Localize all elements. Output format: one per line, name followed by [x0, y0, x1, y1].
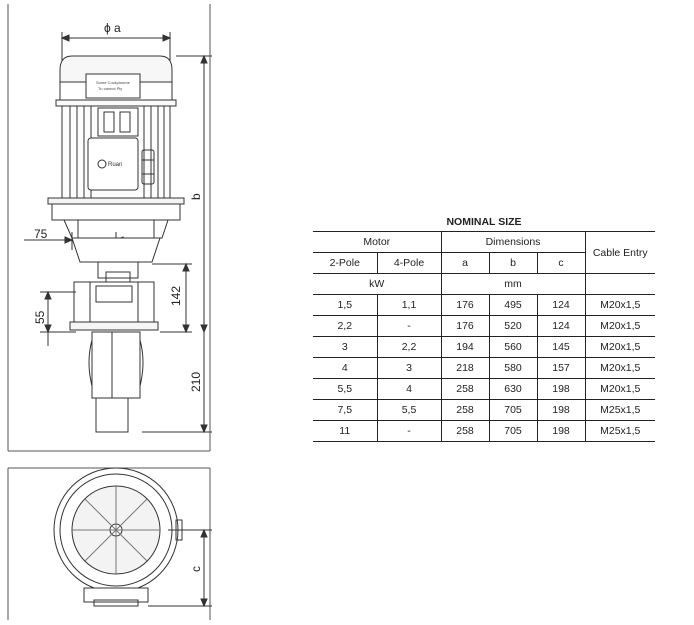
motor-bottom-view — [54, 468, 182, 606]
cell-cable-entry: M25x1,5 — [585, 421, 655, 442]
unit-mm: mm — [441, 274, 585, 295]
table-row — [313, 421, 655, 442]
cell-b: 630 — [489, 379, 537, 400]
cell-a: 258 — [441, 400, 489, 421]
table-row — [313, 295, 655, 316]
cell-b: 705 — [489, 400, 537, 421]
cell-cable-entry: M25x1,5 — [585, 400, 655, 421]
nameplate-line-1: Some Cockpionme — [96, 80, 130, 85]
cell-b: 580 — [489, 358, 537, 379]
cell-cable-entry: M20x1,5 — [585, 358, 655, 379]
cell-2-pole: 7,5 — [313, 400, 377, 421]
unit-empty — [585, 274, 655, 295]
cell-cable-entry: M20x1,5 — [585, 316, 655, 337]
cell-a: 176 — [441, 316, 489, 337]
cell-c: 124 — [537, 295, 585, 316]
header-dimensions: Dimensions — [441, 232, 585, 253]
table-row — [313, 337, 655, 358]
cell-4-pole: 3 — [377, 358, 441, 379]
cell-2-pole: 11 — [313, 421, 377, 442]
cell-a: 258 — [441, 421, 489, 442]
header-2-pole: 2-Pole — [313, 253, 377, 274]
cell-c: 157 — [537, 358, 585, 379]
table-row — [313, 358, 655, 379]
cell-c: 198 — [537, 379, 585, 400]
cell-b: 560 — [489, 337, 537, 358]
pump-lower-body — [89, 332, 143, 432]
brand-label: Ruan — [108, 162, 123, 168]
cell-c: 198 — [537, 400, 585, 421]
cell-cable-entry: M20x1,5 — [585, 295, 655, 316]
header-cable-entry: Cable Entry — [585, 232, 655, 274]
dim-55-label: 55 — [33, 310, 47, 324]
dim-a-label: ϕ a — [104, 21, 121, 35]
cell-4-pole: 5,5 — [377, 400, 441, 421]
cell-4-pole: - — [377, 316, 441, 337]
dim-142-label: 142 — [169, 285, 183, 306]
cell-a: 258 — [441, 379, 489, 400]
cell-4-pole: 2,2 — [377, 337, 441, 358]
dim-c-label: c — [189, 566, 203, 572]
cell-4-pole: 4 — [377, 379, 441, 400]
cell-2-pole: 5,5 — [313, 379, 377, 400]
cell-4-pole: 1,1 — [377, 295, 441, 316]
dimension-55 — [33, 292, 76, 346]
cell-c: 124 — [537, 316, 585, 337]
pump-upper-housing — [70, 238, 160, 330]
cell-a: 176 — [441, 295, 489, 316]
cell-a: 218 — [441, 358, 489, 379]
cell-b: 705 — [489, 421, 537, 442]
cell-2-pole: 4 — [313, 358, 377, 379]
header-c: c — [537, 253, 585, 274]
nameplate-line-2: Tu cannot Ply — [98, 86, 123, 91]
cell-2-pole: 3 — [313, 337, 377, 358]
dim-210-label: 210 — [189, 371, 203, 392]
table-row — [313, 400, 655, 421]
header-b: b — [489, 253, 537, 274]
table-row — [313, 316, 655, 337]
header-a: a — [441, 253, 489, 274]
cell-b: 495 — [489, 295, 537, 316]
nominal-size-table — [313, 231, 655, 442]
cell-b: 520 — [489, 316, 537, 337]
dim-b-label: b — [189, 193, 203, 200]
table-caption: NOMINAL SIZE — [446, 216, 522, 228]
dim-75-label: 75 — [34, 227, 48, 241]
cell-cable-entry: M20x1,5 — [585, 379, 655, 400]
cell-2-pole: 2,2 — [313, 316, 377, 337]
cell-cable-entry: M20x1,5 — [585, 337, 655, 358]
unit-kw: kW — [313, 274, 441, 295]
motor-top-cover — [56, 56, 176, 106]
cell-c: 145 — [537, 337, 585, 358]
header-motor: Motor — [313, 232, 441, 253]
cell-4-pole: - — [377, 421, 441, 442]
cell-a: 194 — [441, 337, 489, 358]
cell-c: 198 — [537, 421, 585, 442]
table-row — [313, 379, 655, 400]
cell-2-pole: 1,5 — [313, 295, 377, 316]
header-4-pole: 4-Pole — [377, 253, 441, 274]
dimension-210 — [142, 332, 212, 432]
nominal-size-table-block — [313, 214, 655, 442]
